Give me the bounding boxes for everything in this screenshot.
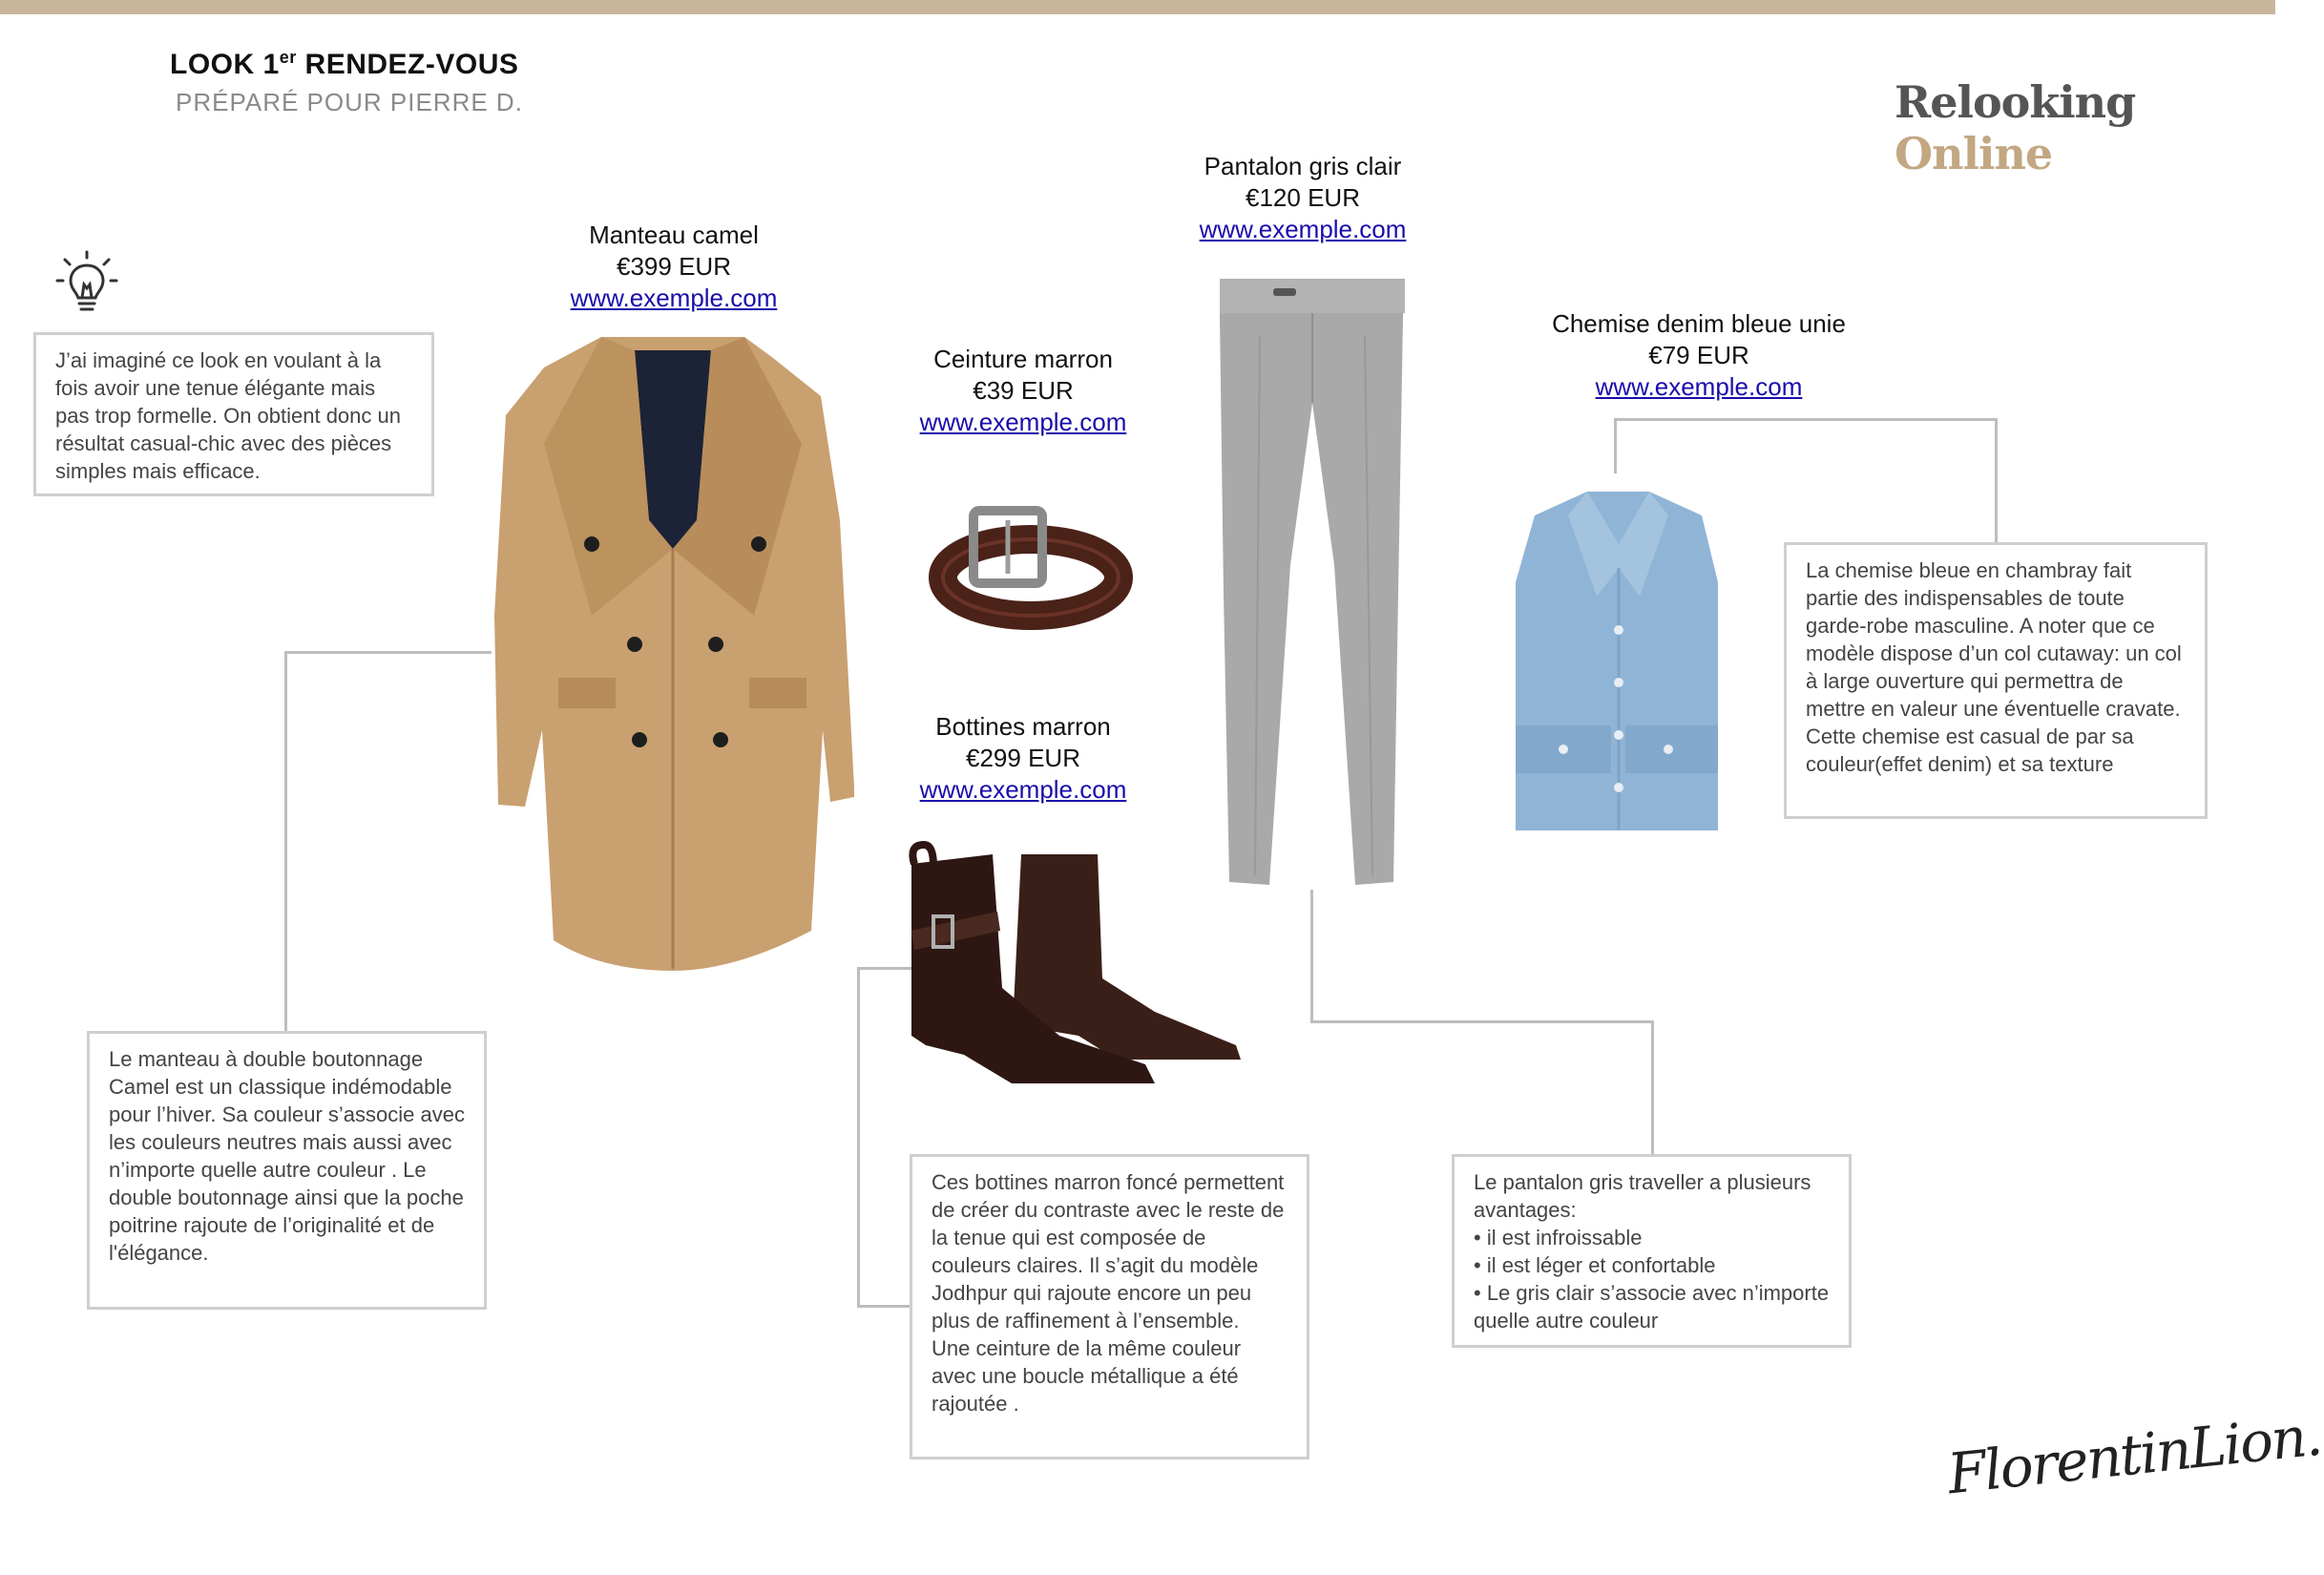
page-subtitle: PRÉPARÉ POUR PIERRE D. [176, 88, 523, 116]
coat-note: Le manteau à double boutonnage Camel est un classique indémodable pour l’hiver. Sa couleur s’associe avec les couleurs neutres mais aussi avec n’importe quelle autre couleur . Le double boutonnage ainsi que la poche poitrine rajoute de l’originalité et de l'élégance. [87, 1031, 487, 1310]
product-boots-price: €299 EUR [966, 744, 1080, 772]
product-coat-link[interactable]: www.exemple.com [570, 284, 778, 312]
brand-logo: Relooking Online [1895, 76, 2136, 179]
shirt-connector [1995, 418, 1998, 542]
signature: FlorentinLion. [1944, 1402, 2324, 1507]
pants-connector [1651, 1020, 1654, 1154]
product-pants-link[interactable]: www.exemple.com [1199, 215, 1407, 243]
product-belt-price: €39 EUR [973, 376, 1074, 405]
pants-connector [1310, 890, 1313, 1023]
page-title: LOOK 1er RENDEZ-VOUS [170, 48, 519, 80]
shirt-connector [1614, 418, 1617, 473]
pants-connector [1310, 1020, 1654, 1023]
product-shirt [1508, 308, 1890, 403]
shirt-note: La chemise bleue en chambray fait partie des indispensables de toute garde-robe masculine. A noter que ce modèle dispose d’un col cutaway: un col à large ouverture qui permettra de mettre en valeur une éventuelle cravate. Cette chemise est casual de par sa couleur(effet denim) et sa texture [1784, 542, 2208, 819]
brown-belt-image [926, 501, 1126, 625]
camel-coat-image [487, 329, 859, 974]
product-boots-name: Bottines marron [935, 712, 1111, 741]
brown-boots-image [907, 845, 1250, 1093]
product-shirt-name: Chemise denim bleue unie [1552, 309, 1846, 338]
product-belt-link[interactable]: www.exemple.com [919, 408, 1127, 436]
product-boots [880, 711, 1166, 806]
product-coat [531, 220, 817, 314]
product-pants-price: €120 EUR [1246, 183, 1360, 212]
coat-connector [284, 651, 492, 654]
lightbulb-icon [55, 250, 118, 319]
coat-connector [284, 651, 287, 1033]
intro-note: J’ai imaginé ce look en voulant à la fois avoir une tenue élégante mais pas trop formelle. On obtient donc un résultat casual-chic avec des pièces simples mais efficace. [33, 332, 434, 496]
product-shirt-price: €79 EUR [1648, 341, 1749, 369]
shirt-connector [1614, 418, 1998, 421]
boots-connector [857, 967, 860, 1308]
denim-shirt-image [1506, 487, 1726, 842]
product-belt-name: Ceinture marron [933, 345, 1113, 373]
grey-pants-image [1212, 279, 1413, 890]
boots-connector [857, 967, 914, 970]
product-shirt-link[interactable]: www.exemple.com [1595, 372, 1803, 401]
top-accent-bar [0, 0, 2275, 14]
product-coat-name: Manteau camel [589, 220, 759, 249]
product-belt [880, 344, 1166, 438]
product-boots-link[interactable]: www.exemple.com [919, 775, 1127, 804]
product-pants-name: Pantalon gris clair [1204, 152, 1402, 180]
boots-connector [857, 1305, 910, 1308]
product-coat-price: €399 EUR [617, 252, 731, 281]
boots-note: Ces bottines marron foncé permettent de créer du contraste avec le reste de la tenue qui est composée de couleurs claires. Il s’agit du modèle Jodhpur qui rajoute encore un peu plus de raffinement à l’ensemble. Une ceinture de la même couleur avec une boucle métallique a été rajoutée . [910, 1154, 1309, 1460]
product-pants [1160, 151, 1446, 245]
pants-note: Le pantalon gris traveller a plusieurs avantages: • il est infroissable • il est léger et confortable • Le gris clair s’associe avec n’importe quelle autre couleur [1452, 1154, 1852, 1348]
